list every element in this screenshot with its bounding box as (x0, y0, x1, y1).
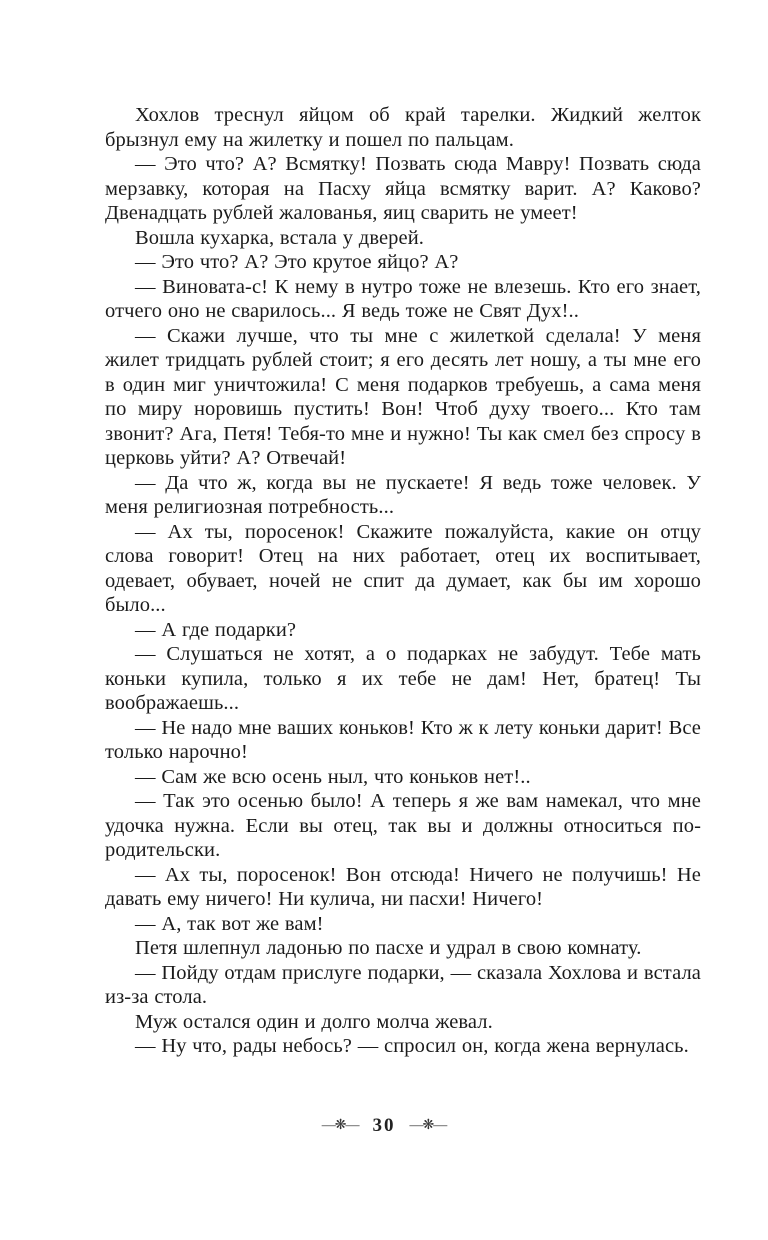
paragraph: — Не надо мне ваших коньков! Кто ж к лету коньки дарит! Все только нарочно! (105, 716, 701, 763)
page-number: 30 (372, 1115, 396, 1136)
paragraph: — Это что? А? Всмятку! Позвать сюда Мавру! Позвать сюда мерзавку, которая на Пасху яйца всмятку варит. А? Каково? Двенадцать рублей жалованья, яиц сварить не умеет! (105, 153, 701, 224)
paragraph: — Скажи лучше, что ты мне с жилеткой сделала! У меня жилет тридцать рублей стоит; я его десять лет ношу, а ты мне его в один миг уничтожила! С меня подарков требуешь, а сама меня по миру норовишь пустить! Вон! Чтоб духу твоего... Кто там звонит? Ага, Петя! Тебя-то мне и нужно! Ты как смел без спросу в церковь уйти? А? Отвечай! (105, 324, 701, 469)
footer-ornament-right-icon: —❋— (409, 1118, 447, 1133)
paragraph: — Так это осенью было! А теперь я же вам намекал, что мне удочка нужна. Если вы отец, так вы и должны относиться по-родительски. (105, 790, 701, 861)
paragraph: Петя шлепнул ладонью по пасхе и удрал в свою комнату. (135, 937, 642, 959)
paragraph: Вошла кухарка, встала у дверей. (135, 226, 425, 249)
paragraph: — Сам же всю осень ныл, что коньков нет!.. (135, 765, 531, 788)
paragraph: — Ах ты, поросенок! Скажите пожалуйста, какие он отцу слова говорит! Отец на них работает, отец их воспитывает, одевает, обувает, ночей не спит да думает, как бы им хорошо было... (105, 520, 701, 616)
paragraph: — Слушаться не хотят, а о подарках не забудут. Тебе мать коньки купила, только я их тебе не дам! Нет, братец! Ты воображаешь... (105, 643, 701, 714)
paragraph: — Да что ж, когда вы не пускаете! Я ведь тоже человек. У меня религиозная потребность... (105, 471, 701, 518)
paragraph: Муж остался один и долго молча жевал. (135, 1010, 493, 1033)
paragraph: — А, так вот же вам! (135, 912, 324, 935)
paragraph: — А где подарки? (135, 618, 297, 641)
footer-ornament-left-icon: —❋— (321, 1118, 359, 1133)
paragraph: — Ну что, рады небось? — спросил он, когда жена вернулась. (135, 1035, 689, 1057)
paragraph: Хохлов треснул яйцом об край тарелки. Жидкий желток брызнул ему на жилетку и пошел по пальцам. (105, 104, 701, 151)
paragraph: — Это что? А? Это крутое яйцо? А? (135, 251, 459, 273)
text-block (105, 103, 701, 1059)
paragraph: — Ах ты, поросенок! Вон отсюда! Ничего не получишь! Не давать ему ничего! Ни кулича, ни пасхи! Ничего! (105, 863, 701, 910)
paragraph: — Виновата-с! К нему в нутро тоже не влезешь. Кто его знает, отчего оно не сварилось... Я ведь тоже не Свят Дух!.. (105, 275, 701, 322)
page-footer (0, 1115, 768, 1139)
paragraph: — Пойду отдам прислуге подарки, — сказала Хохлова и встала из-за стола. (105, 961, 701, 1008)
